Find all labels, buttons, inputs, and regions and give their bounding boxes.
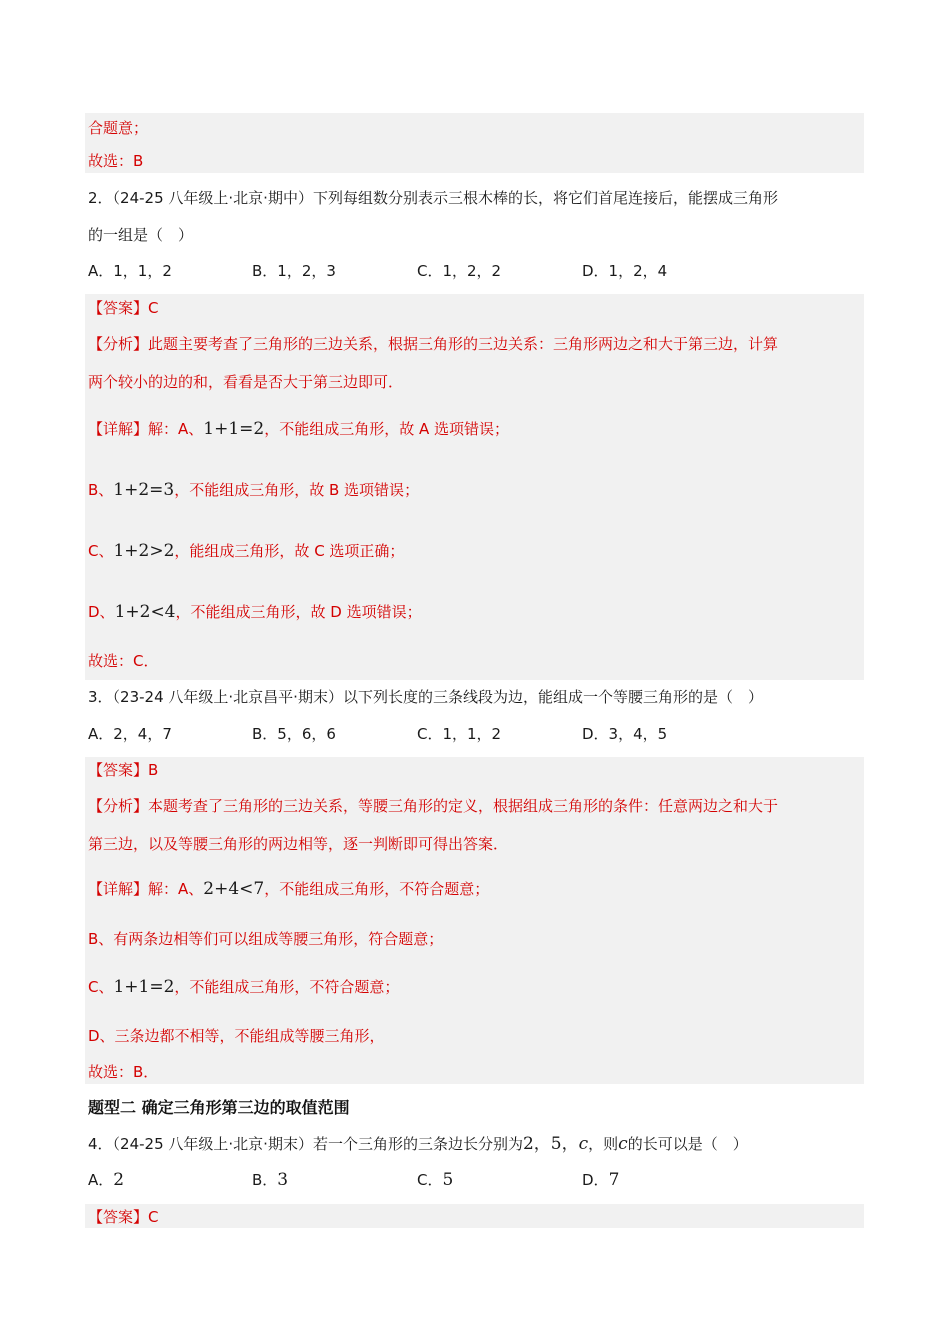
q3-detail-c <box>88 977 399 997</box>
q3-detail-prefix: 解：A、 <box>148 880 204 898</box>
q2-analysis-line2: 两个较小的边的和，看看是否大于第三边即可． <box>88 373 404 391</box>
q4-number: 4． <box>88 1135 113 1153</box>
q2-detail-b-label: B、 <box>88 481 114 499</box>
q4-stem-nums: 2，5， <box>522 1134 579 1154</box>
q2-detail-d-label: D、 <box>88 603 115 621</box>
q4-answer <box>88 1207 159 1227</box>
q3-answer <box>88 760 158 780</box>
q4-source: （24-25 八年级上·北京·期末） <box>112 1135 313 1153</box>
q2-answer <box>88 298 159 318</box>
q4-option-a <box>88 1170 124 1190</box>
q2-option-a: A．1，1，2 <box>88 262 172 280</box>
q2-detail-c-text: ，能组成三角形，故 C 选项正确； <box>174 542 405 560</box>
q4-stem-after: 的长可以是（ ） <box>627 1135 748 1153</box>
q2-detail-a-math: 1+1=2 <box>203 419 265 439</box>
q3-conclusion: 故选：B． <box>88 1063 159 1081</box>
q3-detail-tag: 【详解】 <box>88 880 149 898</box>
q2-stem-text1: 下列每组数分别表示三根木棒的长，将它们首尾连接后，能摆成三角形 <box>312 189 778 207</box>
q3-detail-a-math: 2+4<7 <box>203 879 265 899</box>
q2-detail-b-text: ，不能组成三角形，故 B 选项错误； <box>174 481 420 499</box>
q2-detail-c <box>88 541 404 561</box>
q3-option-a: A．2，4，7 <box>88 725 172 743</box>
q3-option-c: C．1，1，2 <box>417 725 502 743</box>
q3-analysis-tag: 【分析】 <box>88 797 149 815</box>
q4-option-d-label: D． <box>582 1171 609 1189</box>
q2-analysis-tag: 【分析】 <box>88 335 149 353</box>
q2-detail-d-text: ，不能组成三角形，故 D 选项错误； <box>175 603 422 621</box>
q3-detail-a-text: ，不能组成三角形，不符合题意； <box>264 880 490 898</box>
q1-answer-block <box>85 113 864 173</box>
q2-detail-c-math: 1+2>2 <box>113 541 175 561</box>
q4-answer-value: C <box>148 1208 159 1226</box>
q3-detail-c-math: 1+1=2 <box>113 977 175 997</box>
q4-stem-var2: c <box>618 1134 628 1154</box>
q2-option-d: D．1，2，4 <box>582 262 668 280</box>
q2-option-b: B．1，2，3 <box>252 262 336 280</box>
q2-answer-tag: 【答案】 <box>88 299 149 317</box>
q4-stem-before: 若一个三角形的三条边长分别为 <box>312 1135 523 1153</box>
q2-detail-d-math: 1+2<4 <box>114 602 176 622</box>
q2-detail-a-text: ，不能组成三角形，故 A 选项错误； <box>264 420 510 438</box>
q2-analysis-line1 <box>88 334 778 354</box>
q3-answer-tag: 【答案】 <box>88 761 149 779</box>
q4-option-c-value: 5 <box>442 1170 454 1190</box>
q2-conclusion: 故选：C． <box>88 652 159 670</box>
q2-stem-line1 <box>88 188 778 208</box>
q4-option-d-value: 7 <box>608 1170 620 1190</box>
q3-detail-a <box>88 879 489 899</box>
q3-option-d: D．3，4，5 <box>582 725 668 743</box>
q3-stem <box>88 687 763 707</box>
q4-stem-var: c <box>578 1134 589 1154</box>
q2-detail-d <box>88 602 422 622</box>
q2-detail-c-label: C、 <box>88 542 114 560</box>
q4-stem-mid: ，则 <box>588 1135 619 1153</box>
q2-number: 2． <box>88 189 113 207</box>
q4-option-b-value: 3 <box>277 1170 289 1190</box>
q3-source: （23-24 八年级上·北京昌平·期末） <box>112 688 343 706</box>
q4-option-c-label: C． <box>417 1171 443 1189</box>
q4-option-b-label: B． <box>252 1171 278 1189</box>
q2-detail-tag: 【详解】 <box>88 420 149 438</box>
q1-conclusion: 故选：B <box>88 152 144 170</box>
q2-analysis-text1: 此题主要考查了三角形的三边关系，根据三角形的三边关系：三角形两边之和大于第三边，计算 <box>148 335 779 353</box>
q3-detail-c-text: ，不能组成三角形，不符合题意； <box>174 978 400 996</box>
q3-analysis-line2: 第三边，以及等腰三角形的两边相等，逐一判断即可得出答案． <box>88 835 509 853</box>
q4-option-a-value: 2 <box>113 1170 125 1190</box>
q2-source: （24-25 八年级上·北京·期中） <box>112 189 313 207</box>
q3-stem-text: 以下列长度的三条线段为边，能组成一个等腰三角形的是（ ） <box>342 688 763 706</box>
q2-detail-b <box>88 480 419 500</box>
q2-option-c: C．1，2，2 <box>417 262 502 280</box>
q4-answer-block <box>85 1204 864 1228</box>
q2-detail-b-math: 1+2=3 <box>113 480 175 500</box>
q3-analysis-text1: 本题考查了三角形的三边关系，等腰三角形的定义，根据组成三角形的条件：任意两边之和大于 <box>148 797 779 815</box>
q4-option-c <box>417 1170 453 1190</box>
q3-analysis-line1 <box>88 796 778 816</box>
q3-detail-b: B、有两条边相等们可以组成等腰三角形，符合题意； <box>88 930 444 948</box>
section-heading: 题型二 确定三角形第三边的取值范围 <box>88 1098 350 1117</box>
q2-stem-line2: 的一组是（ ） <box>88 226 194 244</box>
q2-answer-value: C <box>148 299 159 317</box>
q4-option-d <box>582 1170 619 1190</box>
q2-detail-a <box>88 419 509 439</box>
q1-tail-line1: 合题意； <box>88 119 149 137</box>
q3-detail-c-label: C、 <box>88 978 114 996</box>
q4-stem <box>88 1134 748 1154</box>
q4-option-a-label: A． <box>88 1171 114 1189</box>
q2-detail-prefix: 解：A、 <box>148 420 204 438</box>
q4-option-b <box>252 1170 288 1190</box>
q4-answer-tag: 【答案】 <box>88 1208 149 1226</box>
q3-number: 3． <box>88 688 113 706</box>
q3-detail-d: D、三条边都不相等，不能组成等腰三角形， <box>88 1027 385 1045</box>
q3-answer-value: B <box>148 761 159 779</box>
q3-option-b: B．5，6，6 <box>252 725 336 743</box>
